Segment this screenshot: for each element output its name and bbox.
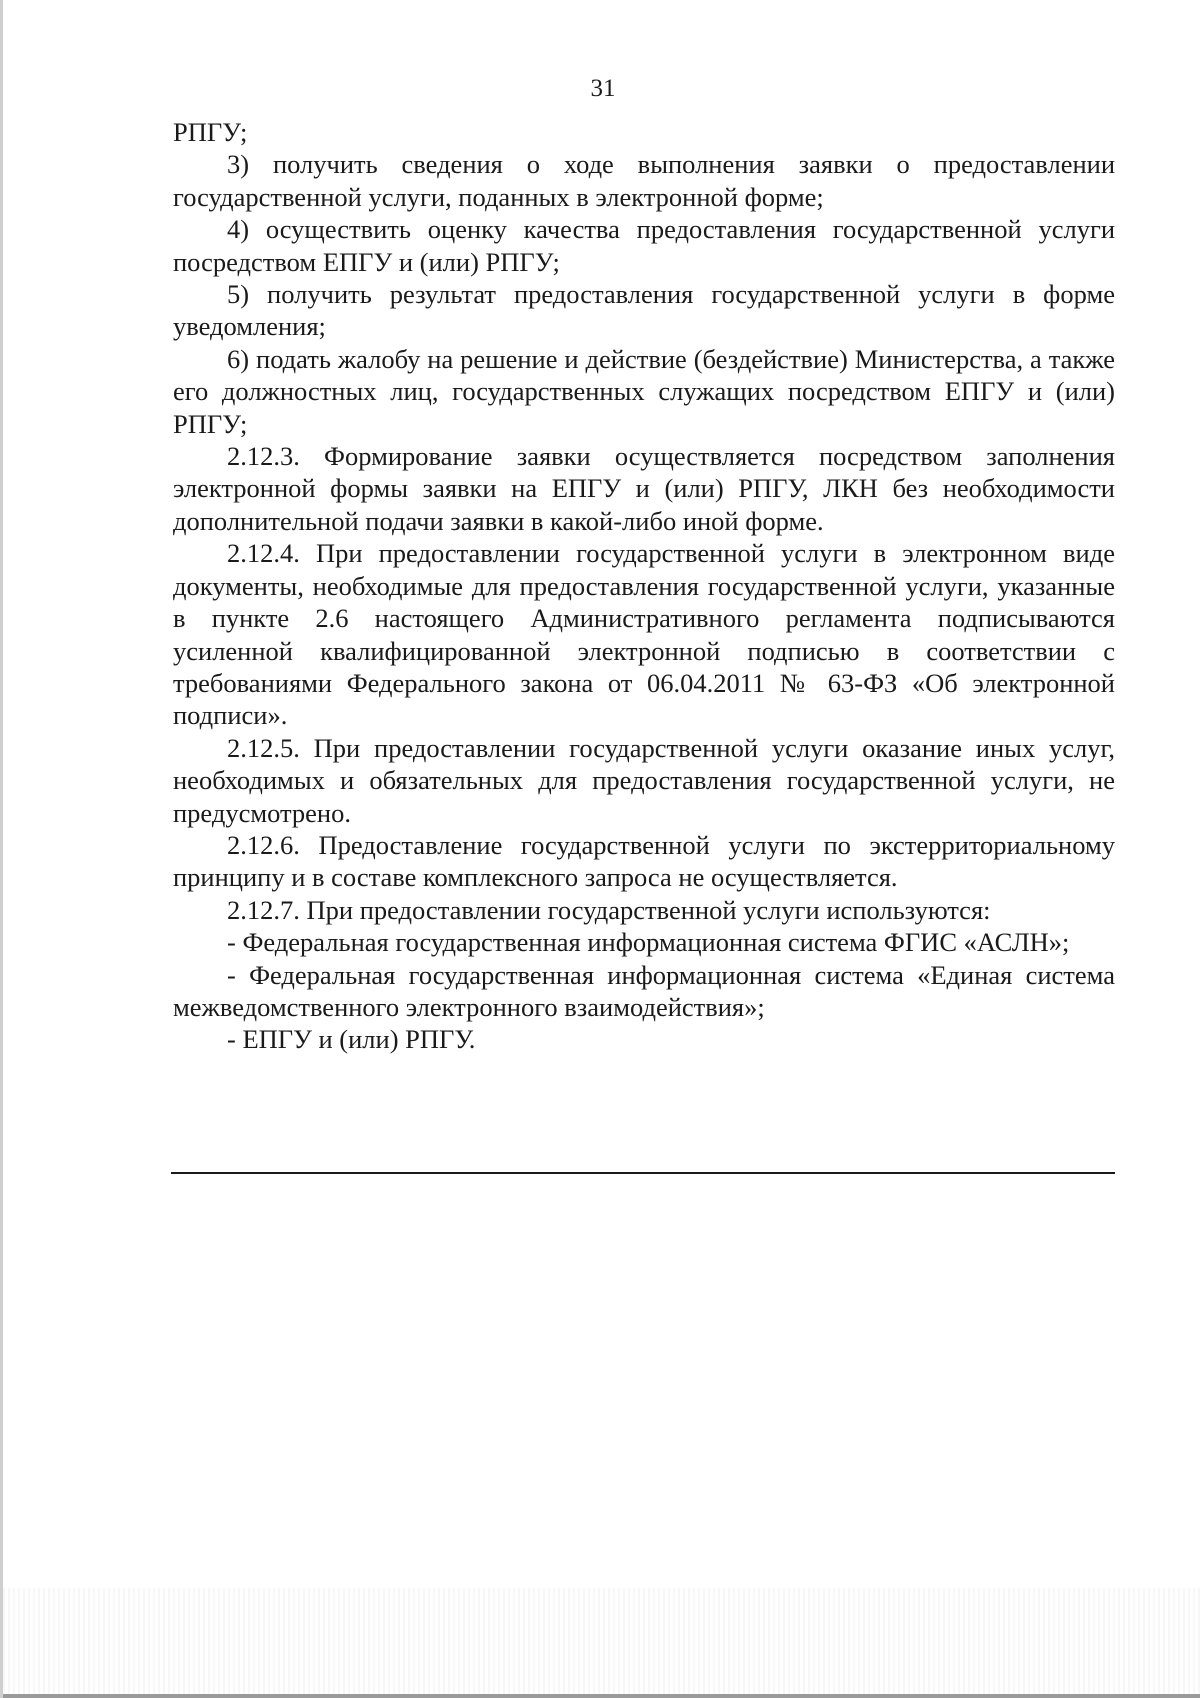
paragraph-item-5: 5) получить результат предоставления государственной услуги в форме уведомления; [173,279,1115,342]
paragraph-list-smev: - Федеральная государственная информационная система «Единая система межведомственного электронного взаимодействия»; [173,959,1115,1022]
paragraph-list-fgis-asln: - Федеральная государственная информационная система ФГИС «АСЛН»; [227,927,1070,958]
scan-noise [3,1588,1200,1698]
page-bottom-edge [3,1694,1200,1698]
end-rule [171,1172,1115,1174]
paragraph-2-12-7: 2.12.7. При предоставлении государственной услуги используются: [227,894,991,925]
paragraph-2-12-5: 2.12.5. При предоставлении государственной услуги оказание иных услуг, необходимых и обязательных для предоставления государственной услуги, не предусмотрено. [173,732,1115,828]
body-text [173,116,1115,1056]
paragraph-item-6: 6) подать жалобу на решение и действие (бездействие) Министерства, а также его должностных лиц, государственных служащих посредством ЕПГУ и (или) РПГУ; [173,343,1115,439]
paragraph-item-3: 3) получить сведения о ходе выполнения заявки о предоставлении государственной услуги, поданных в электронной форме; [173,149,1115,212]
paragraph-item-4: 4) осуществить оценку качества предоставления государственной услуги посредством ЕПГУ и (или) РПГУ; [173,214,1115,277]
paragraph-list-epgu: - ЕПГУ и (или) РПГУ. [227,1024,476,1055]
paragraph-2-12-6: 2.12.6. Предоставление государственной услуги по экстерриториальному принципу и в составе комплексного запроса не осуществляется. [173,829,1115,893]
paragraph-2-12-4: 2.12.4. При предоставлении государственной услуги в электронном виде документы, необходимые для предоставления государственной услуги, указанные в пункте 2.6 настоящего Административного регламента подписываются усиленной квалифицированной электронной подписью в соответствии с требованиями Федерального закона от 06.04.2011 № 63-ФЗ «Об электронной подписи». [173,538,1115,731]
paragraph-2-12-3: 2.12.3. Формирование заявки осуществляется посредством заполнения электронной формы заявки на ЕПГУ и (или) РПГУ, ЛКН без необходимости дополнительной подачи заявки в какой-либо иной форме. [173,441,1115,536]
page-number: 31 [590,75,616,102]
paragraph-rpgu-tail: РПГУ; [173,117,248,147]
